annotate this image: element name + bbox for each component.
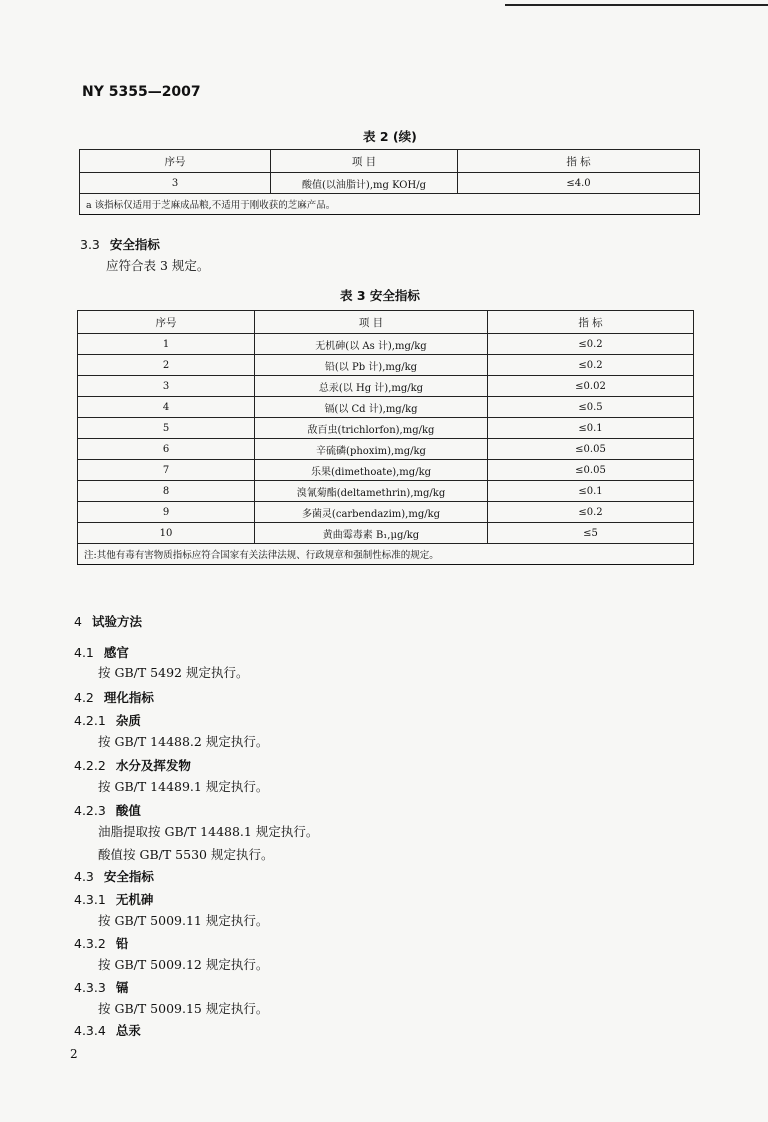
section-heading: [74, 867, 154, 885]
section-number: 4.3.4: [74, 1023, 106, 1038]
section-title: 总汞: [115, 1023, 141, 1038]
section-heading: [74, 612, 142, 630]
section-number: 4.1: [74, 645, 94, 660]
section-title: 镉: [115, 980, 129, 995]
row-value: ≤0.2: [488, 502, 694, 523]
section-number: 3.3: [80, 237, 100, 252]
section-number: 4.3.1: [74, 892, 106, 907]
section-title: 铅: [115, 936, 129, 951]
section-text: 油脂提取按 GB/T 14488.1 规定执行。: [98, 824, 319, 839]
row-value: ≤0.1: [488, 481, 694, 502]
section-heading: [74, 934, 128, 952]
section-3-3-heading: [80, 235, 160, 253]
section-number: 4.3.3: [74, 980, 106, 995]
row-value: ≤0.02: [488, 376, 694, 397]
section-title: 感官: [103, 645, 129, 660]
row-value: ≤4.0: [458, 173, 700, 194]
table-row: [78, 523, 694, 544]
col-header-no: 序号: [80, 150, 271, 173]
table-header-row: [78, 311, 694, 334]
table-row: [78, 334, 694, 355]
table3-body: [78, 334, 694, 544]
section-text: 按 GB/T 14489.1 规定执行。: [98, 779, 269, 794]
table-footnote-row: [80, 194, 700, 215]
row-item: 黄曲霉毒素 B₁,μg/kg: [255, 523, 488, 544]
row-item: 酸值(以油脂计),mg KOH/g: [271, 173, 458, 194]
row-item: 镉(以 Cd 计),mg/kg: [255, 397, 488, 418]
section-heading: [74, 711, 141, 729]
row-no: 7: [78, 460, 255, 481]
col-header-item: 项 目: [271, 150, 458, 173]
section-number: 4.2.1: [74, 713, 106, 728]
row-item: 辛硫磷(phoxim),mg/kg: [255, 439, 488, 460]
section-heading: [74, 643, 129, 661]
table-header-row: [80, 150, 700, 173]
table2-caption: 表 2 (续): [363, 129, 417, 144]
section-title: 试验方法: [91, 614, 142, 629]
col-header-item: 项 目: [255, 311, 488, 334]
row-no: 3: [80, 173, 271, 194]
row-no: 10: [78, 523, 255, 544]
row-item: 溴氰菊酯(deltamethrin),mg/kg: [255, 481, 488, 502]
table-row: [78, 439, 694, 460]
section-title: 安全指标: [109, 237, 160, 252]
row-no: 3: [78, 376, 255, 397]
row-item: 乐果(dimethoate),mg/kg: [255, 460, 488, 481]
standard-code: NY 5355—2007: [82, 84, 201, 100]
table-row: [78, 502, 694, 523]
table-row: [78, 397, 694, 418]
row-value: ≤0.05: [488, 460, 694, 481]
row-value: ≤0.2: [488, 355, 694, 376]
row-value: ≤0.2: [488, 334, 694, 355]
section-title: 安全指标: [103, 869, 154, 884]
row-no: 6: [78, 439, 255, 460]
row-value: ≤5: [488, 523, 694, 544]
table3-caption: 表 3 安全指标: [340, 288, 420, 303]
section-text: 按 GB/T 5009.15 规定执行。: [98, 1001, 269, 1016]
section-3-3-text: 应符合表 3 规定。: [106, 258, 210, 273]
section-number: 4: [74, 614, 82, 629]
section-text: 按 GB/T 5492 规定执行。: [98, 665, 249, 680]
section-number: 4.2: [74, 690, 94, 705]
row-item: 敌百虫(trichlorfon),mg/kg: [255, 418, 488, 439]
section-title: 水分及挥发物: [115, 758, 191, 773]
row-item: 总汞(以 Hg 计),mg/kg: [255, 376, 488, 397]
section-heading: [74, 688, 154, 706]
row-item: 铅(以 Pb 计),mg/kg: [255, 355, 488, 376]
section-title: 酸值: [115, 803, 141, 818]
section-number: 4.2.2: [74, 758, 106, 773]
row-no: 1: [78, 334, 255, 355]
table-row: [78, 481, 694, 502]
col-header-value: 指 标: [458, 150, 700, 173]
section-text: 按 GB/T 5009.12 规定执行。: [98, 957, 269, 972]
table3: [77, 310, 694, 565]
table-row: [78, 418, 694, 439]
row-value: ≤0.05: [488, 439, 694, 460]
section-heading: [74, 890, 153, 908]
page-number: 2: [70, 1047, 78, 1061]
section-text: 酸值按 GB/T 5530 规定执行。: [98, 847, 274, 862]
table3-note: 注:其他有毒有害物质指标应符合国家有关法律法规、行政规章和强制性标准的规定。: [78, 544, 694, 565]
section-title: 无机砷: [115, 892, 154, 907]
row-item: 多菌灵(carbendazim),mg/kg: [255, 502, 488, 523]
row-value: ≤0.5: [488, 397, 694, 418]
section-heading: [74, 756, 191, 774]
table-note-row: [78, 544, 694, 565]
section-text: 按 GB/T 14488.2 规定执行。: [98, 734, 269, 749]
row-item: 无机砷(以 As 计),mg/kg: [255, 334, 488, 355]
table-row: [80, 173, 700, 194]
row-no: 4: [78, 397, 255, 418]
section-title: 理化指标: [103, 690, 154, 705]
section-heading: [74, 801, 141, 819]
section-number: 4.3.2: [74, 936, 106, 951]
section-text: 按 GB/T 5009.11 规定执行。: [98, 913, 269, 928]
col-header-value: 指 标: [488, 311, 694, 334]
col-header-no: 序号: [78, 311, 255, 334]
section-heading: [74, 978, 128, 996]
table-row: [78, 460, 694, 481]
table2: [79, 149, 700, 215]
section-title: 杂质: [115, 713, 141, 728]
row-value: ≤0.1: [488, 418, 694, 439]
table-row: [78, 376, 694, 397]
row-no: 8: [78, 481, 255, 502]
row-no: 2: [78, 355, 255, 376]
row-no: 9: [78, 502, 255, 523]
section-number: 4.2.3: [74, 803, 106, 818]
section-number: 4.3: [74, 869, 94, 884]
section-heading: [74, 1021, 141, 1039]
row-no: 5: [78, 418, 255, 439]
header-rule: [505, 4, 768, 6]
table-row: [78, 355, 694, 376]
table2-footnote: a 该指标仅适用于芝麻成品粮,不适用于刚收获的芝麻产品。: [80, 194, 700, 215]
